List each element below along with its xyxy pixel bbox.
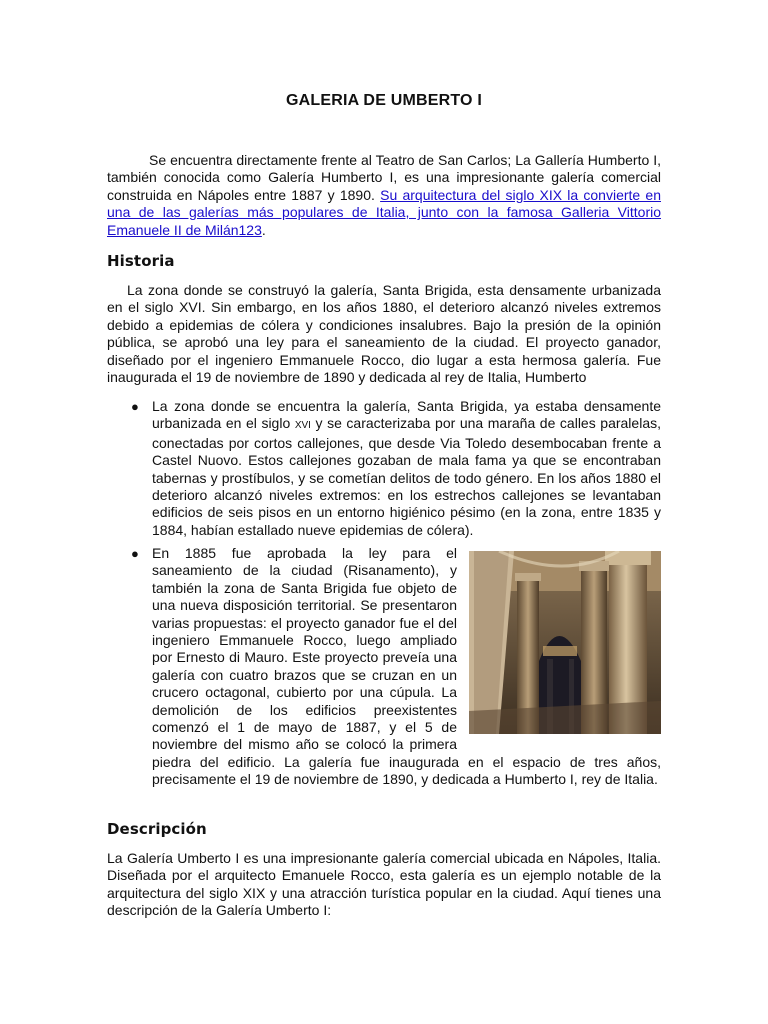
galleria-photo-image [469, 551, 661, 734]
intro-text: Se encuentra directamente frente al Teatro de San Carlos; La Gallería Humberto I, también conocida como Galería Humberto I, es una impresionante galería comercial construida en Nápoles entre 1887 y 1890. [107, 152, 661, 203]
intro-tail: . [261, 221, 266, 238]
galleria-photo [469, 551, 661, 734]
historia-heading: Historia [107, 252, 175, 270]
bullet1-text-a: La zona donde se encuentra la galería, Santa Brigida, ya estaba densamente urbanizada en el siglo [152, 398, 661, 432]
intro-paragraph [107, 152, 661, 239]
bullet1-text-b: y se caracterizaba por una maraña de calles paralelas, conectadas por cortos callejones, que desde Via Toledo desembocaban frente a Castel Nuovo. Estos callejones gozaban de mala fama ya que se encontraban tabernas y prostíbulos, y se cometían delitos de todo género. En los años 1880 el deterioro alcanzó niveles extremos: en los estrechos callejones se levantaban edificios de seis pisos en un entorno higiénico pésimo (en la zona, entre 1835 y 1884, habían estallado nueve epidemias de cólera). [152, 415, 661, 538]
descripcion-heading: Descripción [107, 820, 207, 838]
list-item [131, 398, 661, 539]
document-title: GALERIA DE UMBERTO I [285, 92, 482, 109]
intro-link[interactable]: Su arquitectura del siglo XIX la convierte en una de las galerías más populares de Italia, junto con la famosa Galleria Vittorio Emanuele II de Milán123 [107, 186, 661, 238]
descripcion-paragraph: La Galería Umberto I es una impresionante galería comercial ubicada en Nápoles, Italia. Diseñada por el arquitecto Emanuele Rocco, esta galería es un ejemplo notable de la arquitectura del siglo XIX y una atracción turística popular en la ciudad. Aquí tienes una descripción de la Galería Umberto I: [107, 850, 661, 919]
bullet-icon: ● [131, 546, 139, 561]
bullet2-text: En 1885 fue aprobada la ley para el saneamiento de la ciudad (Risanamento), y también la zona de Santa Brigida fue objeto de una nueva disposición territorial. Se presentaron varias propuestas: el proyecto ganador fue el del ingeniero Emmanuele Rocco, luego ampliado por Ernesto di Mauro. Este proyecto preveía una galería con cuatro brazos que se cruzan en un crucero octagonal, cubierto por una cúpula. La demolición de los edificios preexistentes comenzó el 1 de mayo de 1887, y el 5 de noviembre del mismo año se colocó la primera piedra del edificio. La galería fue inaugurada en el espacio de tres años, precisamente el 19 de noviembre de 1890, y dedicada a Humberto I, rey de Italia. [152, 545, 661, 788]
historia-paragraph: La zona donde se construyó la galería, Santa Brigida, esta densamente urbanizada en el siglo XVI. Sin embargo, en los años 1880, el deterioro alcanzó niveles extremos debido a epidemias de cólera y condiciones insalubres. Bajo la presión de la opinión pública, se aprobó una ley para el saneamiento de la ciudad. El proyecto ganador, diseñado por el ingeniero Emmanuele Rocco, dio lugar a esta hermosa galería. Fue inaugurada el 19 de noviembre de 1890 y dedicada al rey de Italia, Humberto [107, 282, 661, 386]
bullet1-smallcaps: XVI [294, 420, 311, 432]
bullet-icon: ● [131, 399, 139, 414]
list-item [131, 545, 661, 789]
